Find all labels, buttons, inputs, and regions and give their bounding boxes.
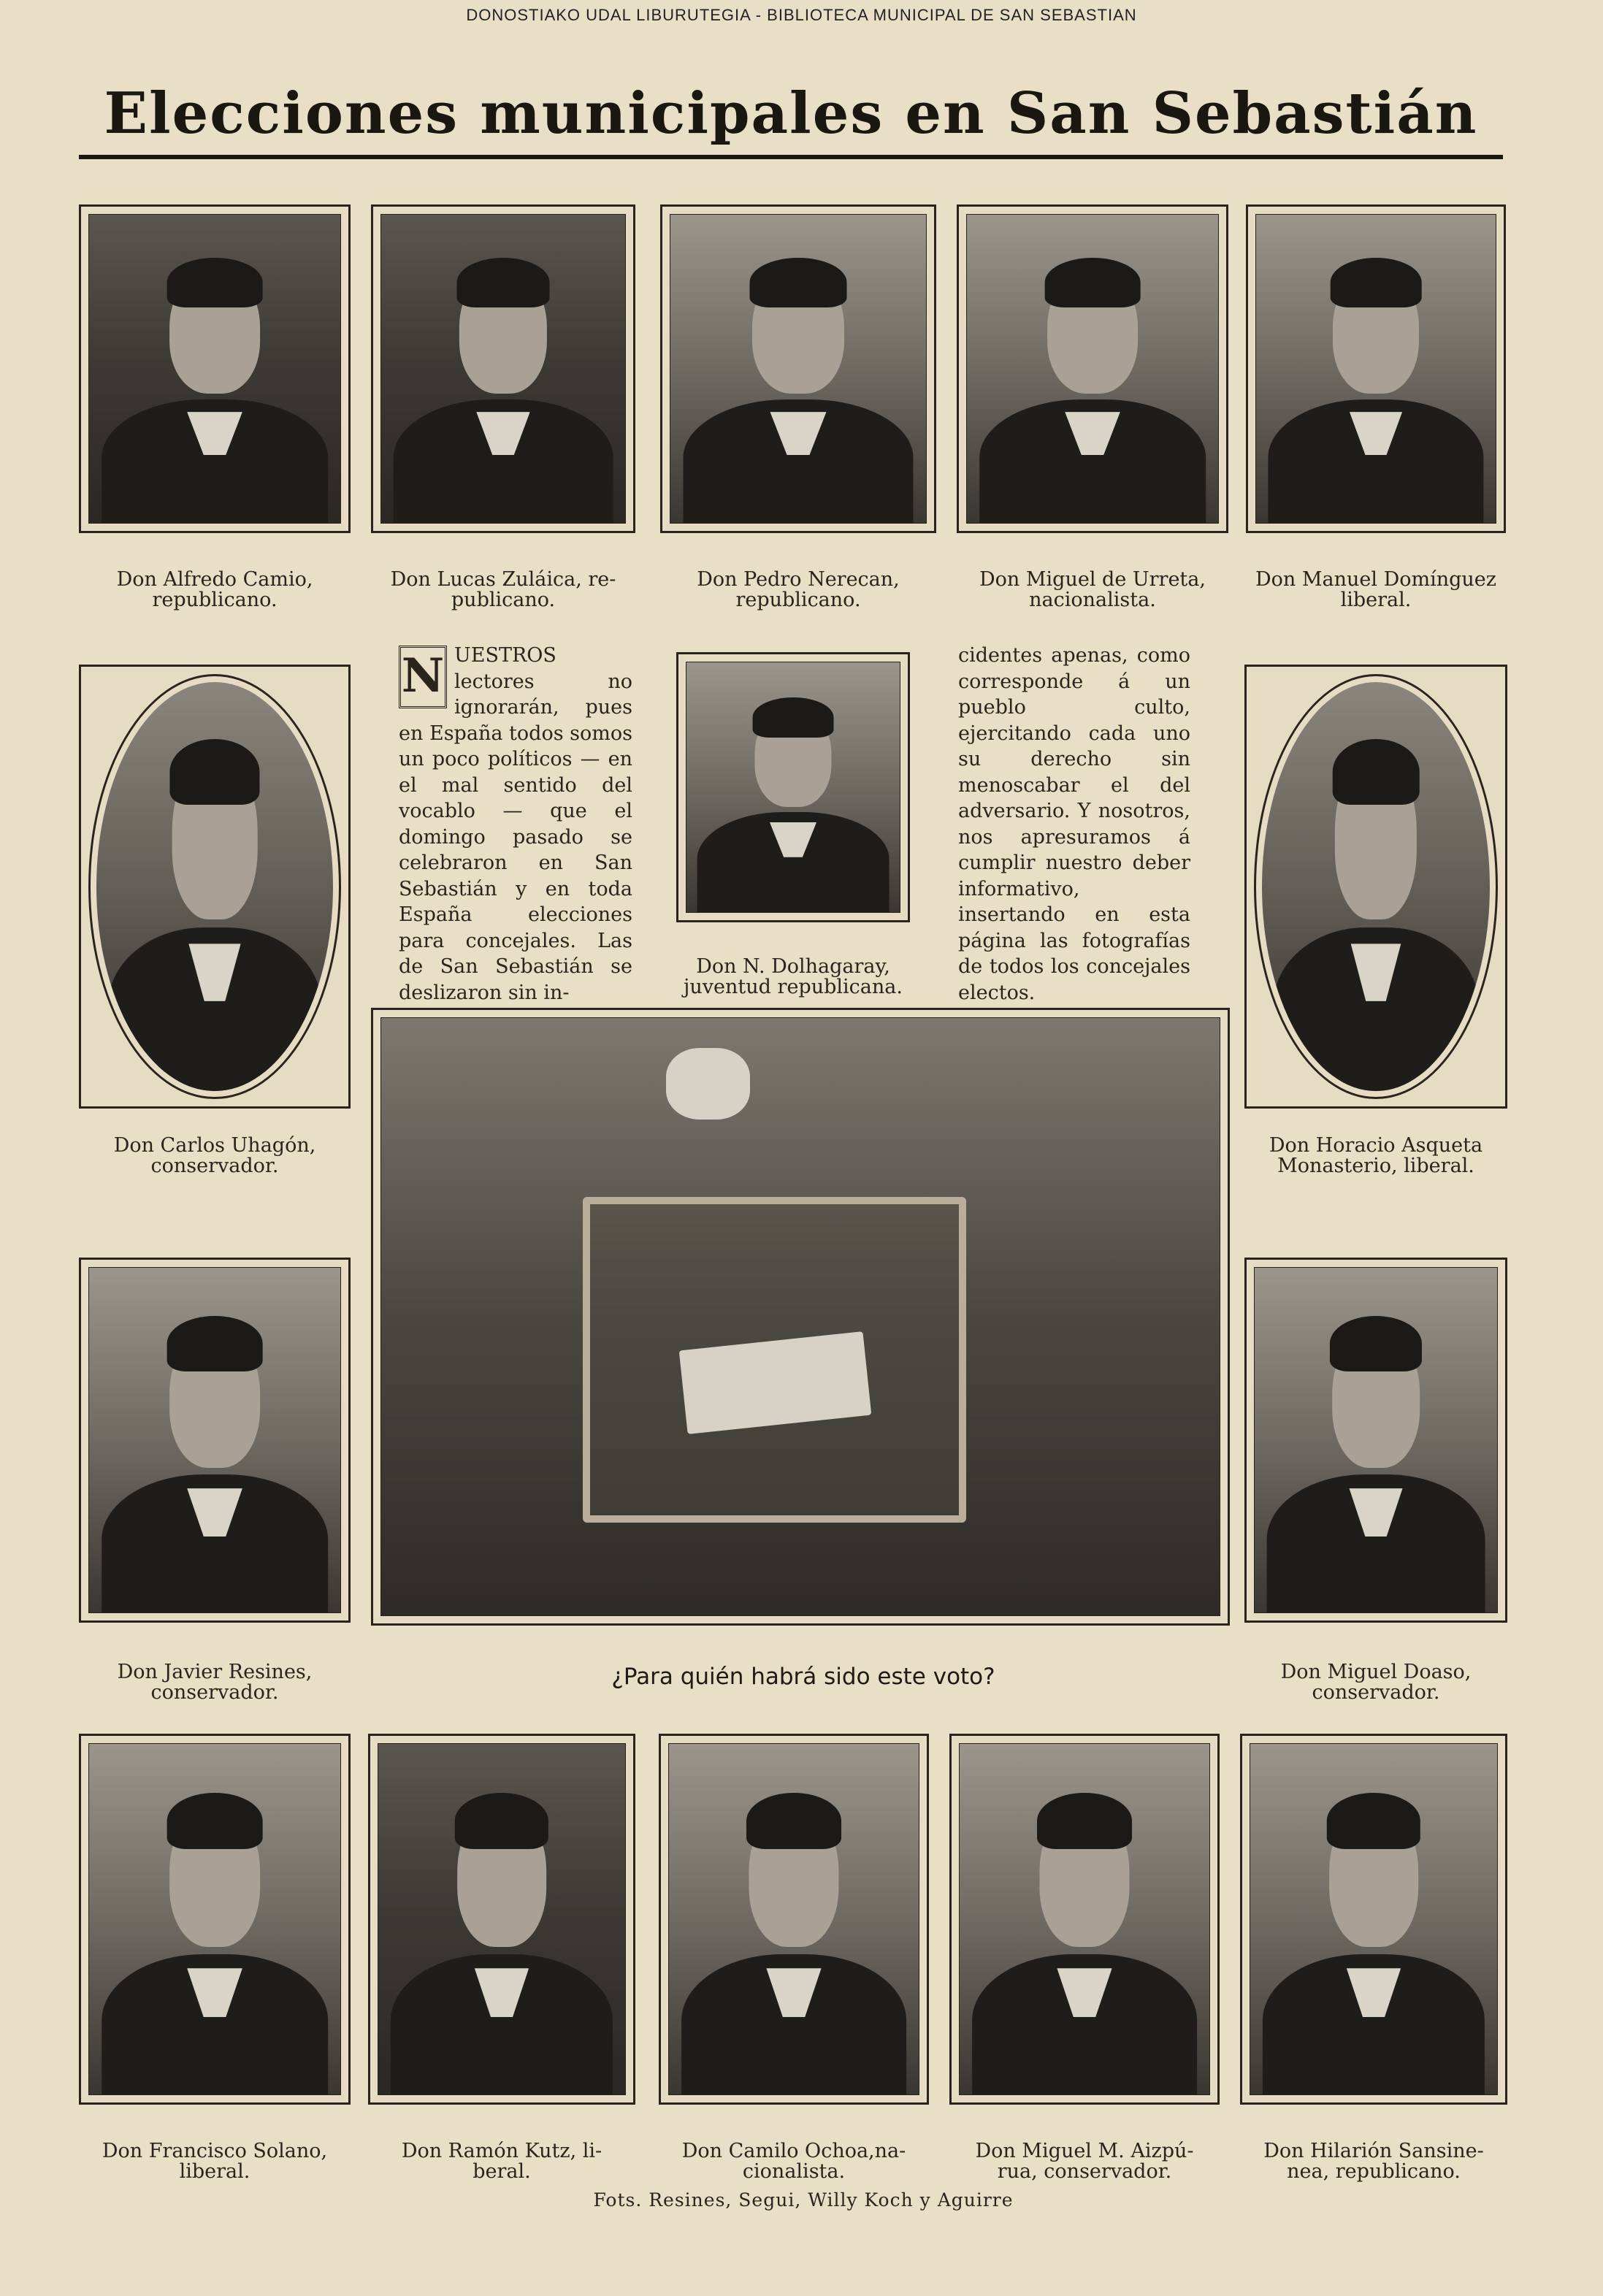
ballot-caption: ¿Para quién habrá sido este voto?	[611, 1664, 995, 1690]
caption-urreta: Don Miguel de Urreta, nacionalista.	[979, 568, 1206, 611]
library-header: DONOSTIAKO UDAL LIBURUTEGIA - BIBLIOTECA MUNICIPAL DE SAN SEBASTIAN	[466, 6, 1137, 24]
photo-aizpurua	[959, 1743, 1210, 2095]
dropcap: N	[399, 646, 447, 708]
portrait-doaso	[1244, 1258, 1507, 1623]
caption-resines: Don Javier Resines, conservador.	[117, 1661, 313, 1704]
caption-dolhagaray: Don N. Dolhagaray, juventud republicana.	[684, 955, 903, 998]
title-rule	[79, 155, 1503, 159]
photo-credits: Fots. Resines, Segui, Willy Koch y Aguirre	[593, 2189, 1014, 2211]
caption-zulaica: Don Lucas Zuláica, re- publicano.	[390, 568, 616, 611]
portrait-solano	[79, 1734, 351, 2105]
portrait-zulaica	[371, 204, 635, 533]
portrait-dominguez	[1246, 204, 1506, 533]
photo-asqueta	[1262, 682, 1490, 1091]
ballot-box-photo	[371, 1008, 1230, 1626]
portrait-aizpurua	[949, 1734, 1220, 2105]
photo-sansinenea	[1250, 1743, 1498, 2095]
portrait-resines	[79, 1258, 351, 1623]
article-column-1: N UESTROS lectores no ignorarán, pues en España todos somos un poco políticos — en el mal sentido del vocablo — que el domingo pasado se celebraron en San Sebastián y en toda España elecciones para concejales. Las de San Sebastián se deslizaron sin in-	[399, 644, 632, 1004]
photo-resines	[88, 1267, 341, 1613]
photo-zulaica	[380, 214, 626, 524]
photo-solano	[88, 1743, 341, 2095]
photo-kutz	[378, 1743, 626, 2095]
photo-uhagon	[96, 682, 333, 1091]
caption-nerecan: Don Pedro Nerecan, republicano.	[697, 568, 900, 611]
portrait-ochoa	[659, 1734, 929, 2105]
caption-solano: Don Francisco Solano, liberal.	[102, 2140, 328, 2183]
caption-ochoa: Don Camilo Ochoa,na- cionalista.	[681, 2140, 906, 2183]
caption-doaso: Don Miguel Doaso, conservador.	[1280, 1661, 1472, 1704]
portrait-nerecan	[660, 204, 936, 533]
caption-camio: Don Alfredo Camio, republicano.	[116, 568, 313, 611]
portrait-kutz	[368, 1734, 635, 2105]
photo-ochoa	[668, 1743, 919, 2095]
photo-dolhagaray	[686, 662, 900, 913]
caption-kutz: Don Ramón Kutz, li- beral.	[401, 2140, 602, 2183]
photo-doaso	[1254, 1267, 1498, 1613]
portrait-camio	[79, 204, 351, 533]
portrait-urreta	[957, 204, 1228, 533]
caption-aizpurua: Don Miguel M. Aizpú- rua, conservador.	[975, 2140, 1194, 2183]
photo-ballot	[380, 1017, 1220, 1616]
photo-camio	[88, 214, 341, 524]
caption-asqueta: Don Horacio Asqueta Monasterio, liberal.	[1269, 1134, 1483, 1177]
photo-dominguez	[1255, 214, 1496, 524]
photo-urreta	[966, 214, 1219, 524]
portrait-uhagon	[79, 665, 351, 1109]
caption-sansinenea: Don Hilarión Sansine- nea, republicano.	[1263, 2140, 1484, 2183]
portrait-dolhagaray	[676, 652, 910, 922]
photo-nerecan	[670, 214, 927, 524]
caption-uhagon: Don Carlos Uhagón, conservador.	[113, 1134, 316, 1177]
article-column-2: cidentes apenas, como corresponde á un pueblo culto, ejercitando cada uno su derecho sin menoscabar el del adversario. Y nosotros, nos apresuramos á cumplir nuestro deber informativo, insertando en esta página las fotografías de todos los concejales electos.	[958, 644, 1190, 1004]
portrait-sansinenea	[1240, 1734, 1507, 2105]
caption-dominguez: Don Manuel Domínguez liberal.	[1255, 568, 1496, 611]
portrait-asqueta	[1244, 665, 1507, 1109]
page-title: Elecciones municipales en San Sebastián	[104, 80, 1478, 147]
